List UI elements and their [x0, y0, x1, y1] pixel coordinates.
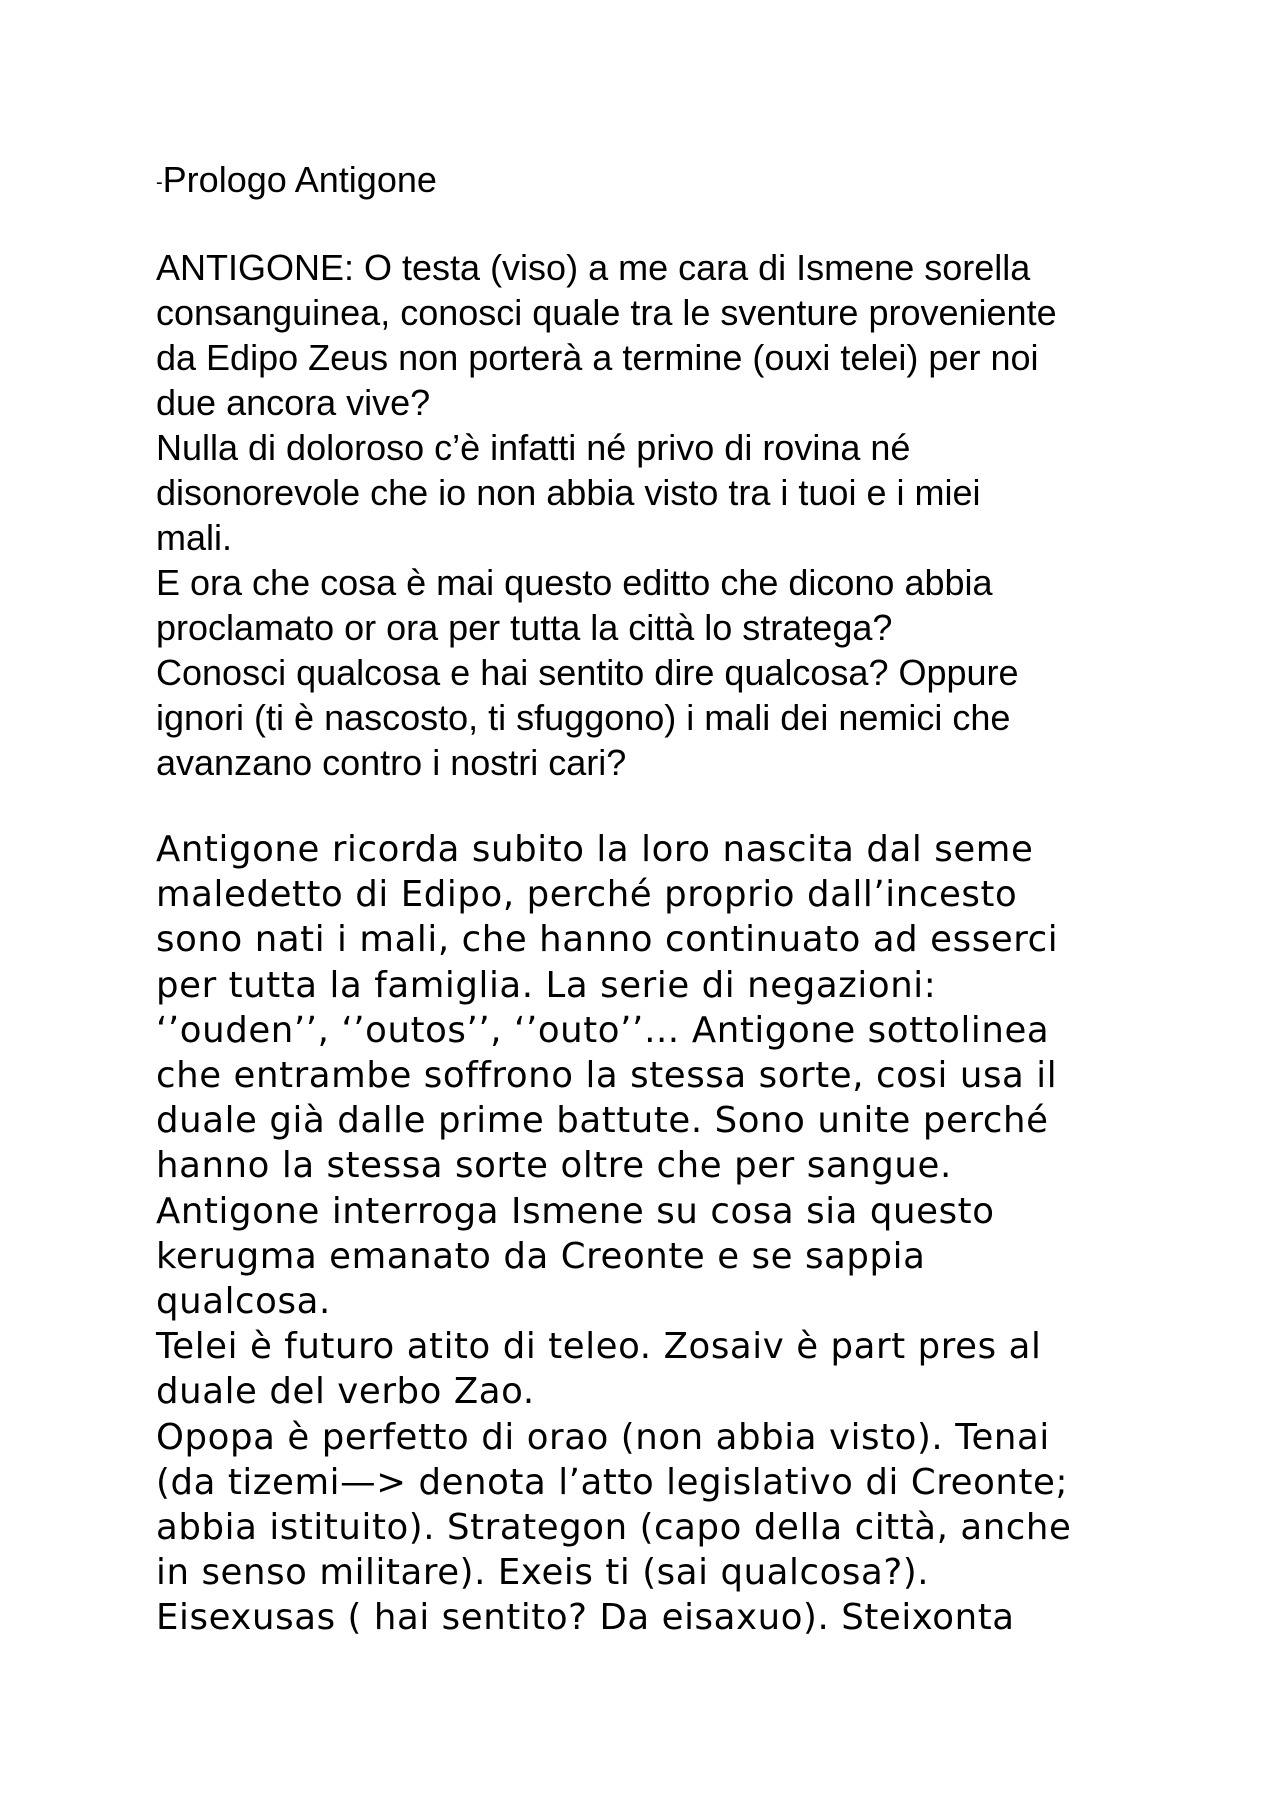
- translation-line: avanzano contro i nostri cari?: [156, 742, 627, 783]
- commentary-line: hanno la stessa sorte oltre che per sangue.: [156, 1145, 952, 1187]
- commentary-line: Telei è futuro atito di teleo. Zosaiv è part pres al: [156, 1326, 1042, 1368]
- translation-line: Conosci qualcosa e hai sentito dire qualcosa? Oppure: [156, 652, 1019, 693]
- translation-line: ANTIGONE: O testa (viso) a me cara di Ismene sorella: [156, 247, 1031, 288]
- translation-line: proclamato or ora per tutta la città lo stratega?: [156, 607, 893, 648]
- commentary-line: Opopa è perfetto di orao (non abbia visto). Tenai: [156, 1416, 1050, 1458]
- commentary-line: maledetto di Edipo, perché proprio dall’incesto: [156, 874, 1018, 916]
- commentary-line: qualcosa.: [156, 1281, 331, 1323]
- commentary-line: Antigone interroga Ismene su cosa sia questo: [156, 1190, 995, 1232]
- document-heading: [156, 158, 437, 204]
- translation-line: da Edipo Zeus non porterà a termine (ouxi telei) per noi: [156, 337, 1039, 378]
- translation-line: due ancora vive?: [156, 382, 431, 423]
- commentary-line: (da tizemi—> denota l’atto legislativo di Creonte;: [156, 1461, 1069, 1503]
- commentary-line: Eisexusas ( hai sentito? Da eisaxuo). Steixonta: [156, 1597, 1015, 1639]
- commentary-line: abbia istituito). Strategon (capo della città, anche: [156, 1507, 1072, 1549]
- translation-line: ignori (ti è nascosto, ti sfuggono) i mali dei nemici che: [156, 697, 1011, 738]
- translation-line: mali.: [156, 517, 233, 558]
- commentary-line: sono nati i mali, che hanno continuato ad esserci: [156, 919, 1059, 961]
- commentary-line: per tutta la famiglia. La serie di negazioni:: [156, 964, 937, 1006]
- commentary-line: in senso militare). Exeis ti (sai qualcosa?).: [156, 1552, 930, 1594]
- translation-section: [156, 245, 1166, 785]
- commentary-section: [156, 827, 1166, 1641]
- translation-line: E ora che cosa è mai questo editto che dicono abbia: [156, 562, 993, 603]
- translation-line: Nulla di doloroso c’è infatti né privo di rovina né: [156, 427, 911, 468]
- translation-line: disonorevole che io non abbia visto tra i tuoi e i miei: [156, 472, 981, 513]
- commentary-line: kerugma emanato da Creonte e se sappia: [156, 1235, 926, 1277]
- heading-title: Prologo Antigone: [162, 159, 437, 200]
- commentary-line: ‘’ouden’’, ‘’outos’’, ‘’outo’’… Antigone sottolinea: [156, 1009, 1050, 1051]
- commentary-line: Antigone ricorda subito la loro nascita dal seme: [156, 829, 1034, 870]
- commentary-line: che entrambe soffrono la stessa sorte, cosi usa il: [156, 1055, 1058, 1097]
- commentary-line: duale del verbo Zao.: [156, 1371, 535, 1413]
- translation-line: consanguinea, conosci quale tra le sventure proveniente: [156, 292, 1057, 333]
- commentary-line: duale già dalle prime battute. Sono unite perché: [156, 1100, 1049, 1142]
- heading-dash: -: [156, 171, 163, 194]
